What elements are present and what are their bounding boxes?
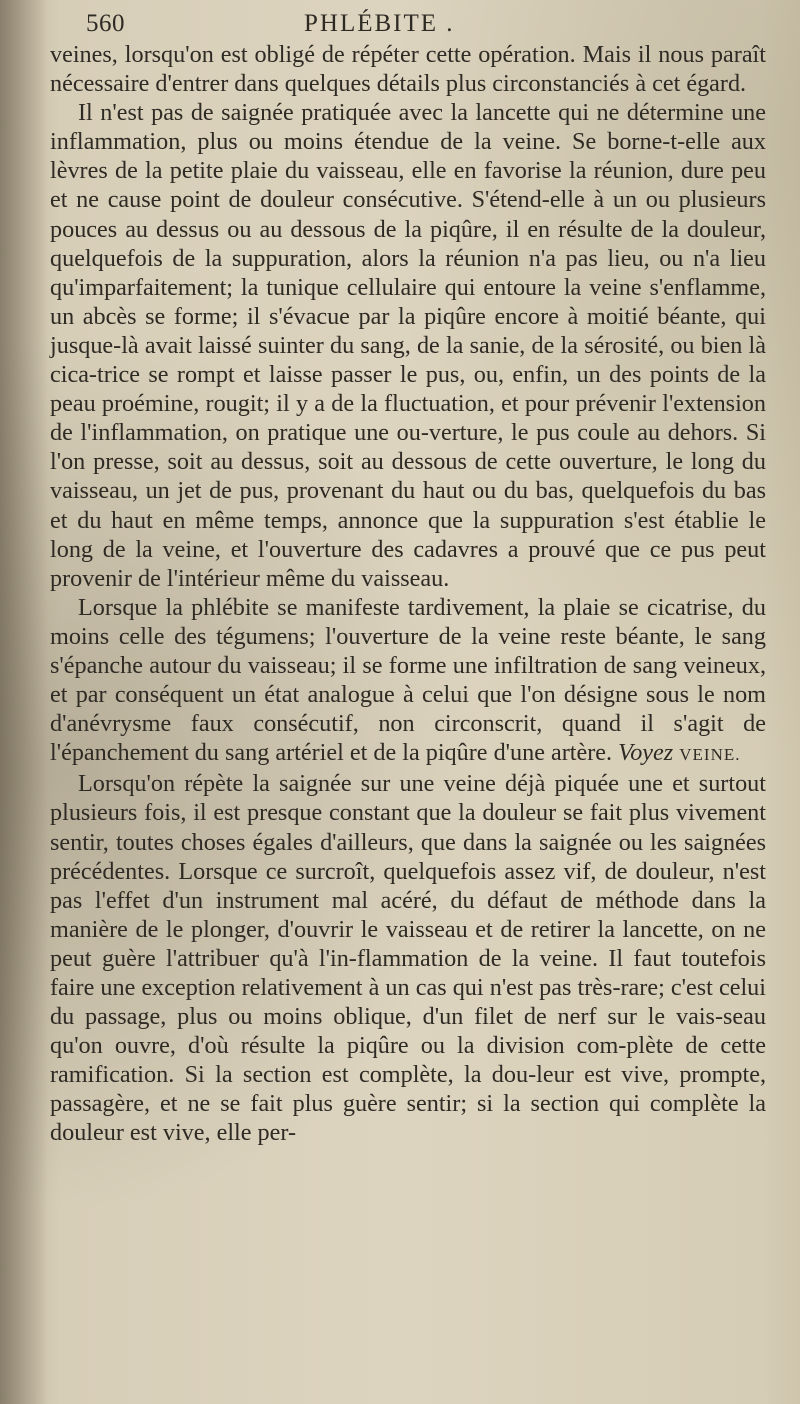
page-gutter-shadow: [0, 0, 48, 1404]
body-text: [50, 40, 766, 1148]
running-title: PHLÉBITE .: [304, 10, 455, 37]
paragraph-phlebite-tardive: [50, 593, 766, 770]
paragraph-saignee-repetee: Lorsqu'on répète la saignée sur une veine déjà piquée une et surtout plusieurs fois, il est presque constant que la douleur se fait plus vivement sentir, toutes choses égales d'ailleurs, que dans la saignée ou les saignées précédentes. Lorsque ce surcroît, quelquefois assez vif, de douleur, n'est pas l'effet d'un instrument mal acéré, du défaut de méthode dans la manière de le plonger, d'ouvrir le vaisseau et de retirer la lancette, on ne peut guère l'attribuer qu'à l'in-flammation de la veine. Il faut toutefois faire une exception relativement à un cas qui n'est pas très-rare; c'est celui du passage, plus ou moins oblique, d'un filet de nerf sur le vais-seau qu'on ouvre, d'où résulte la piqûre ou la division com-plète de cette ramification. Si la section est complète, la dou-leur est vive, prompte, passagère, et ne se fait plus guère sentir; si la section qui complète la douleur est vive, elle per-: [50, 770, 766, 1147]
see-reference-label: Voyez: [618, 739, 674, 767]
paragraph-phlebite-tardive-text: Lorsque la phlébite se manifeste tardivement, la plaie se cicatrise, du moins celle des tégumens; l'ouverture de la veine reste béante, le sang s'épanche autour du vaisseau; il se forme une infiltration de sang veineux, et par conséquent un état analogue à celui que l'on désigne sous le nom d'anévrysme faux consécutif, non circonscrit, quand il s'agit de l'épanchement du sang artériel et de la piqûre d'une artère.: [50, 593, 766, 767]
paragraph-saignee-inflammation: Il n'est pas de saignée pratiquée avec la lancette qui ne détermine une inflammation, plus ou moins étendue de la veine. Se borne-t-elle aux lèvres de la petite plaie du vaisseau, elle en favorise la réunion, dure peu et ne cause point de douleur consécutive. S'étend-elle à un ou plusieurs pouces au dessus ou au dessous de la piqûre, il en résulte de la douleur, quelquefois de la suppuration, alors la réunion n'a pas lieu, ou n'a lieu qu'imparfaitement; la tunique cellulaire qui entoure la veine s'enflamme, un abcès se forme; il s'évacue par la piqûre encore à moitié béante, qui jusque-là avait laissé suinter du sang, de la sanie, de la sérosité, ou bien là cica-trice se rompt et laisse passer le pus, ou, enfin, un des points de la peau proémine, rougit; il y a de la fluctuation, et pour prévenir l'extension de l'inflammation, on pratique une ou-verture, le pus coule au dehors. Si l'on presse, soit au dessus, soit au dessous de cette ouverture, le long du vaisseau, un jet de pus, provenant du haut ou du bas, quelquefois du bas et du haut en même temps, annonce que la suppuration s'est établie le long de la veine, et l'ouverture des cadavres a prouvé que ce pus peut provenir de l'intérieur même du vaisseau.: [50, 99, 766, 592]
paragraph-continuation: veines, lorsqu'on est obligé de répéter cette opération. Mais il nous paraît nécessaire d'entrer dans quelques détails plus circonstanciés à cet égard.: [50, 41, 766, 98]
page-header: [86, 6, 766, 40]
cross-reference-veine: VEINE.: [679, 745, 741, 765]
page-number: 560: [86, 10, 125, 37]
